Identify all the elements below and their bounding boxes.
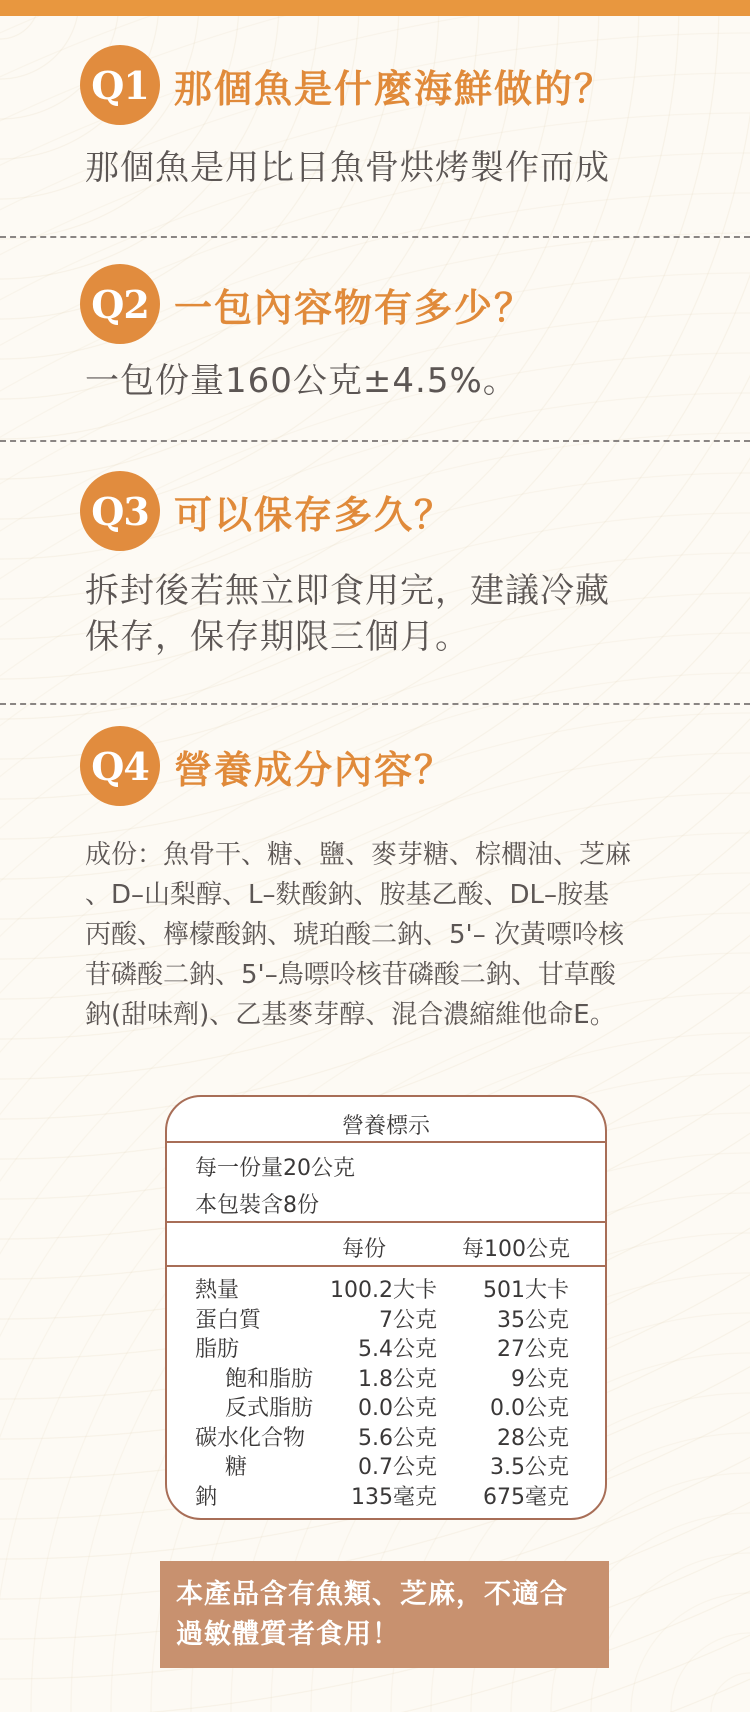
nutrient-per-100g: 0.0公克	[490, 1396, 569, 1421]
nutrition-row	[167, 1480, 605, 1509]
nutrient-per-100g: 9公克	[511, 1366, 569, 1392]
nutrient-name: 蛋白質	[195, 1307, 262, 1333]
q2-badge: Q2	[80, 264, 160, 344]
nutrient-per-serving: 5.6公克	[358, 1425, 437, 1451]
faq-question-3	[80, 471, 454, 551]
q1-question: 那個魚是什麼海鮮做的？	[174, 66, 615, 111]
nutrition-row	[167, 1450, 605, 1479]
nutrition-title: 營養標示	[341, 1114, 430, 1139]
nutrient-per-100g: 27公克	[497, 1337, 569, 1362]
nutrient-per-100g: 675毫克	[483, 1484, 569, 1510]
faq-question-1	[80, 45, 614, 125]
nutrition-row	[167, 1303, 605, 1332]
divider-1	[0, 236, 750, 238]
nutrient-name: 鈉	[195, 1484, 218, 1510]
q4-question: 營養成分內容？	[174, 747, 455, 792]
nutrition-label	[165, 1095, 607, 1520]
nutrition-row	[167, 1391, 605, 1420]
nutrient-name: 反式脂肪	[225, 1396, 314, 1421]
divider-2	[0, 440, 750, 442]
nutrient-per-serving: 135毫克	[351, 1484, 437, 1510]
divider-3	[0, 703, 750, 705]
q3-answer-line: 保存，保存期限三個月。	[85, 617, 470, 657]
nutrient-per-serving: 100.2大卡	[330, 1278, 437, 1303]
nutrient-per-100g: 3.5公克	[490, 1455, 569, 1480]
q1-answer: 那個魚是用比目魚骨烘烤製作而成	[85, 148, 610, 188]
nutrient-per-100g: 501大卡	[483, 1278, 569, 1303]
nutrient-name: 飽和脂肪	[225, 1366, 314, 1392]
q2-answer: 一包份量160公克±4.5%。	[85, 361, 518, 401]
ingredient-line: 成份：魚骨干、糖、鹽、麥芽糖、棕櫚油、芝麻	[85, 840, 632, 870]
col-header-per-100g: 每100公克	[462, 1237, 570, 1262]
faq-question-4	[80, 726, 454, 806]
col-header-per-serving: 每份	[342, 1237, 387, 1262]
q3-answer	[85, 568, 610, 660]
nutrition-row	[167, 1362, 605, 1391]
q3-question: 可以保存多久？	[174, 492, 455, 537]
serving-size: 每一份量20公克	[195, 1156, 355, 1181]
faq-question-2	[80, 264, 534, 344]
nutrient-name: 脂肪	[195, 1337, 240, 1362]
warning-line: 過敏體質者食用！	[176, 1619, 400, 1650]
q3-answer-line: 拆封後若無立即食用完，建議冷藏	[85, 571, 610, 611]
ingredient-line: 丙酸、檸檬酸鈉、琥珀酸二鈉、5'– 次黃嘌呤核	[85, 920, 624, 950]
nutrient-name: 糖	[225, 1455, 248, 1480]
q4-ingredients	[85, 835, 685, 1035]
allergy-warning	[160, 1561, 609, 1668]
nutrition-row	[167, 1421, 605, 1450]
top-accent-bar	[0, 0, 750, 16]
nutrition-divider	[167, 1141, 605, 1143]
q1-badge: Q1	[80, 45, 160, 125]
ingredient-line: 苷磷酸二鈉、5'–鳥嘌呤核苷磷酸二鈉、甘草酸	[85, 960, 616, 990]
nutrient-per-serving: 0.7公克	[358, 1455, 437, 1480]
nutrition-row	[167, 1332, 605, 1361]
q4-badge: Q4	[80, 726, 160, 806]
q2-question: 一包內容物有多少？	[174, 285, 535, 330]
nutrient-per-serving: 7公克	[379, 1307, 437, 1333]
ingredient-line: 鈉(甜味劑)、乙基麥芽醇、混合濃縮維他命E。	[85, 1000, 616, 1030]
servings-per-pack: 本包裝含8份	[195, 1193, 319, 1218]
nutrient-per-serving: 0.0公克	[358, 1396, 437, 1421]
warning-line: 本產品含有魚類、芝麻，不適合	[176, 1579, 568, 1610]
nutrition-row	[167, 1273, 605, 1302]
ingredient-line: 、D–山梨醇、L–麩酸鈉、胺基乙酸、DL–胺基	[85, 880, 610, 910]
nutrient-per-serving: 1.8公克	[358, 1366, 437, 1392]
nutrient-per-100g: 35公克	[497, 1307, 569, 1333]
nutrient-name: 碳水化合物	[195, 1425, 306, 1451]
nutrient-per-100g: 28公克	[497, 1425, 569, 1451]
nutrition-divider	[167, 1265, 605, 1267]
q3-badge: Q3	[80, 471, 160, 551]
nutrient-name: 熱量	[195, 1278, 240, 1303]
nutrition-divider	[167, 1221, 605, 1223]
nutrient-per-serving: 5.4公克	[358, 1337, 437, 1362]
